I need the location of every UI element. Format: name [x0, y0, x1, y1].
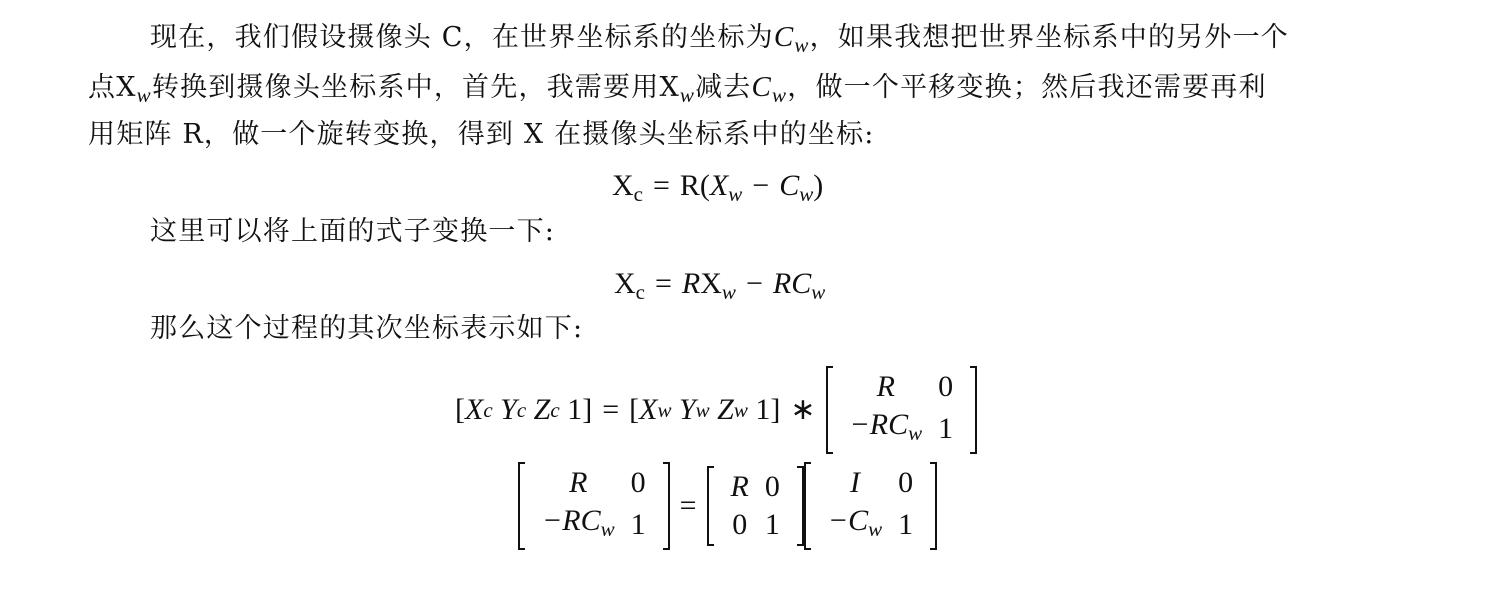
math-sub-w: w — [136, 83, 152, 107]
text-segment: 减去 — [695, 72, 752, 103]
paragraph-line-3 — [88, 118, 875, 152]
math-cw: $C_w$ — [773, 21, 810, 57]
matrix-b: R 0 0 1 — [707, 466, 804, 546]
math-sub-w: w — [679, 83, 696, 107]
text-segment: ，如果我想把世界坐标系中的另外一个 — [809, 22, 1290, 53]
matrix-c: I 0 $-C_w$ 1 — [804, 462, 937, 550]
equation-4: R 0 $-RC_w$ 1 = R 0 0 1 I 0 $-C_w$ 1 — [518, 462, 937, 550]
paragraph-line-2 — [88, 70, 1267, 112]
math-cw: $C_w$ — [751, 71, 788, 107]
matrix-transform: R 0 $-RC_w$ 1 — [826, 366, 978, 454]
sentence-2: 这里可以将上面的式子变换一下: — [150, 216, 556, 247]
equation-2: $X_c = RX_w - RC_w$ — [614, 267, 826, 304]
text-segment: 转换到摄像头坐标系中，首先，我需要用X — [151, 72, 680, 103]
text-segment: 点X — [88, 72, 137, 103]
text-segment: 现在，我们假设摄像头 C，在世界坐标系的坐标为 — [150, 22, 774, 53]
sentence-3: 那么这个过程的其次坐标表示如下: — [150, 313, 584, 344]
paragraph-line-1 — [150, 20, 1289, 62]
equation-1: $X_c = R(X_w - C_w)$ — [612, 169, 824, 206]
text-segment: 用矩阵 R，做一个旋转变换，得到 X 在摄像头坐标系中的坐标: — [88, 119, 875, 150]
equation-3: [ X c Y c Z c 1 ] = [ X w Y w Z w 1 ] ∗ R 0 $-RC_w$ 1 — [455, 366, 977, 454]
text-segment: ，做一个平移变换；然后我还需要再利 — [787, 72, 1267, 103]
matrix-a: R 0 $-RC_w$ 1 — [518, 462, 670, 550]
